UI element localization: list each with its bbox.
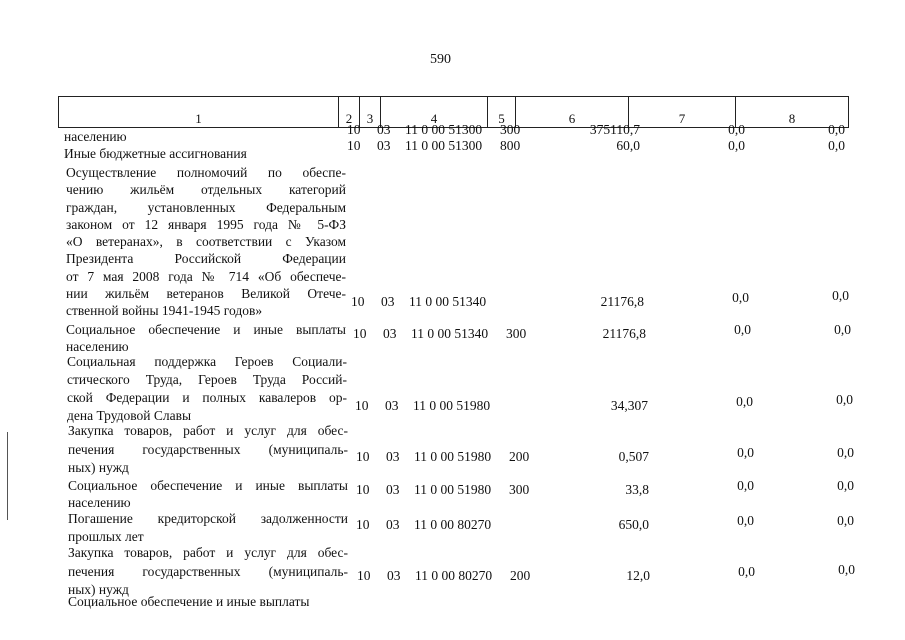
row-description-line: Президента Российской Федерации	[66, 251, 346, 267]
row-description	[68, 477, 348, 511]
row-description-line: Закупка товаров, работ и услуг для обес-	[68, 545, 348, 560]
row-description-line: Социальное обеспечение и иные выплаты	[68, 594, 310, 609]
row-description	[68, 594, 348, 610]
cell-col-8: 0,0	[837, 513, 854, 528]
row-description-line: прошлых лет	[68, 529, 144, 544]
cell-col-6: 21176,8	[600, 294, 644, 309]
cell-col-5: 200	[509, 449, 530, 464]
cell-col-3: 03	[377, 122, 391, 137]
row-description-line: чению жильём отдельных категорий	[66, 182, 346, 198]
header-col-2: 2	[339, 97, 360, 128]
row-description	[67, 353, 347, 425]
cell-col-8: 0,0	[837, 445, 854, 460]
cell-col-4: 11 0 00 51340	[409, 294, 487, 309]
row-description	[64, 146, 344, 162]
cell-col-7: 0,0	[728, 122, 745, 137]
row-description-line: Погашение кредиторской задолженности	[68, 511, 348, 526]
row-description-line: Закупка товаров, работ и услуг для обес-	[68, 423, 348, 438]
header-col-4: 4	[381, 97, 488, 128]
cell-col-4: 11 0 00 51980	[413, 398, 491, 413]
cell-col-4: 11 0 00 80270	[414, 517, 492, 532]
cell-col-2: 10	[347, 138, 361, 153]
cell-col-4: 11 0 00 51340	[411, 326, 489, 341]
cell-col-7: 0,0	[736, 394, 753, 409]
cell-col-8: 0,0	[836, 392, 853, 407]
cell-col-4: 11 0 00 51980	[414, 482, 492, 497]
cell-col-2: 10	[353, 326, 367, 341]
cell-col-8: 0,0	[837, 478, 854, 493]
cell-col-4: 11 0 00 51300	[405, 138, 483, 153]
cell-col-8: 0,0	[838, 562, 855, 577]
cell-col-5: 300	[500, 122, 521, 137]
row-description-line: печения государственных (муниципаль-	[68, 563, 348, 579]
header-col-7: 7	[629, 97, 736, 128]
cell-col-3: 03	[386, 482, 400, 497]
row-description-line: дена Трудовой Славы	[67, 408, 192, 423]
row-description-line: нии жильём ветеранов Великой Отече-	[66, 286, 346, 302]
cell-col-6: 33,8	[625, 482, 649, 497]
row-description-line: Социальная поддержка Героев Социали-	[67, 354, 347, 369]
row-description-line: населению	[64, 129, 127, 144]
row-description	[64, 129, 344, 145]
row-description-line: населению	[66, 338, 129, 354]
header-col-6: 6	[516, 97, 629, 128]
cell-col-7: 0,0	[732, 290, 749, 305]
margin-line	[7, 432, 8, 520]
row-description-line: граждан, установленных Федеральным	[66, 199, 346, 215]
cell-col-7: 0,0	[738, 564, 755, 579]
cell-col-2: 10	[355, 398, 369, 413]
row-description-line: населению	[68, 495, 131, 510]
cell-col-2: 10	[356, 517, 370, 532]
cell-col-3: 03	[385, 398, 399, 413]
header-col-3: 3	[360, 97, 381, 128]
cell-col-6: 60,0	[616, 138, 640, 153]
header-col-5: 5	[488, 97, 516, 128]
row-description-line: печения государственных (муниципаль-	[68, 441, 348, 457]
row-description-line: «О ветеранах», в соответствии с Указом	[66, 234, 346, 250]
row-description-line: ской Федерации и полных кавалеров ор-	[67, 390, 347, 405]
header-col-1: 1	[59, 97, 339, 128]
cell-col-8: 0,0	[828, 122, 845, 137]
row-description-line: ных) нужд	[68, 460, 129, 475]
cell-col-5: 800	[500, 138, 521, 153]
cell-col-3: 03	[386, 517, 400, 532]
row-description	[68, 422, 348, 478]
page-number: 590	[430, 52, 451, 67]
cell-col-5: 200	[510, 568, 531, 583]
row-description	[68, 544, 348, 600]
cell-col-2: 10	[356, 449, 370, 464]
cell-col-2: 10	[356, 482, 370, 497]
cell-col-6: 0,507	[618, 449, 649, 464]
cell-col-3: 03	[387, 568, 401, 583]
cell-col-6: 12,0	[626, 568, 650, 583]
cell-col-6: 650,0	[618, 517, 649, 532]
cell-col-2: 10	[351, 294, 365, 309]
cell-col-5: 300	[509, 482, 530, 497]
row-description-line: законом от 12 января 1995 года № 5-ФЗ	[66, 216, 346, 232]
cell-col-8: 0,0	[832, 288, 849, 303]
row-description	[66, 322, 346, 355]
cell-col-5: 300	[506, 326, 527, 341]
cell-col-7: 0,0	[737, 445, 754, 460]
cell-col-3: 03	[377, 138, 391, 153]
cell-col-7: 0,0	[737, 513, 754, 528]
cell-col-3: 03	[383, 326, 397, 341]
row-description-line: ных) нужд	[68, 582, 129, 597]
header-col-8: 8	[736, 97, 849, 128]
cell-col-7: 0,0	[734, 322, 751, 337]
cell-col-3: 03	[386, 449, 400, 464]
cell-col-7: 0,0	[728, 138, 745, 153]
cell-col-3: 03	[381, 294, 395, 309]
row-description-line: от 7 мая 2008 года № 714 «Об обеспече-	[66, 268, 346, 284]
row-description	[66, 164, 346, 320]
cell-col-8: 0,0	[828, 138, 845, 153]
cell-col-4: 11 0 00 51300	[405, 122, 483, 137]
row-description-line: Социальное обеспечение и иные выплаты	[68, 478, 348, 493]
cell-col-6: 375110,7	[589, 122, 640, 137]
cell-col-6: 21176,8	[602, 326, 646, 341]
row-description-line: Иные бюджетные ассигнования	[64, 146, 247, 161]
cell-col-8: 0,0	[834, 322, 851, 337]
cell-col-6: 34,307	[610, 398, 648, 413]
cell-col-4: 11 0 00 51980	[414, 449, 492, 464]
cell-col-7: 0,0	[737, 478, 754, 493]
cell-col-2: 10	[357, 568, 371, 583]
row-description	[68, 510, 348, 546]
row-description-line: ственной войны 1941-1945 годов»	[66, 303, 263, 319]
cell-col-2: 10	[347, 122, 361, 137]
row-description-line: стического Труда, Героев Труда Россий-	[67, 372, 347, 387]
row-description-line: Осуществление полномочий по обеспе-	[66, 165, 346, 180]
row-description-line: Социальное обеспечение и иные выплаты	[66, 322, 346, 337]
cell-col-4: 11 0 00 80270	[415, 568, 493, 583]
